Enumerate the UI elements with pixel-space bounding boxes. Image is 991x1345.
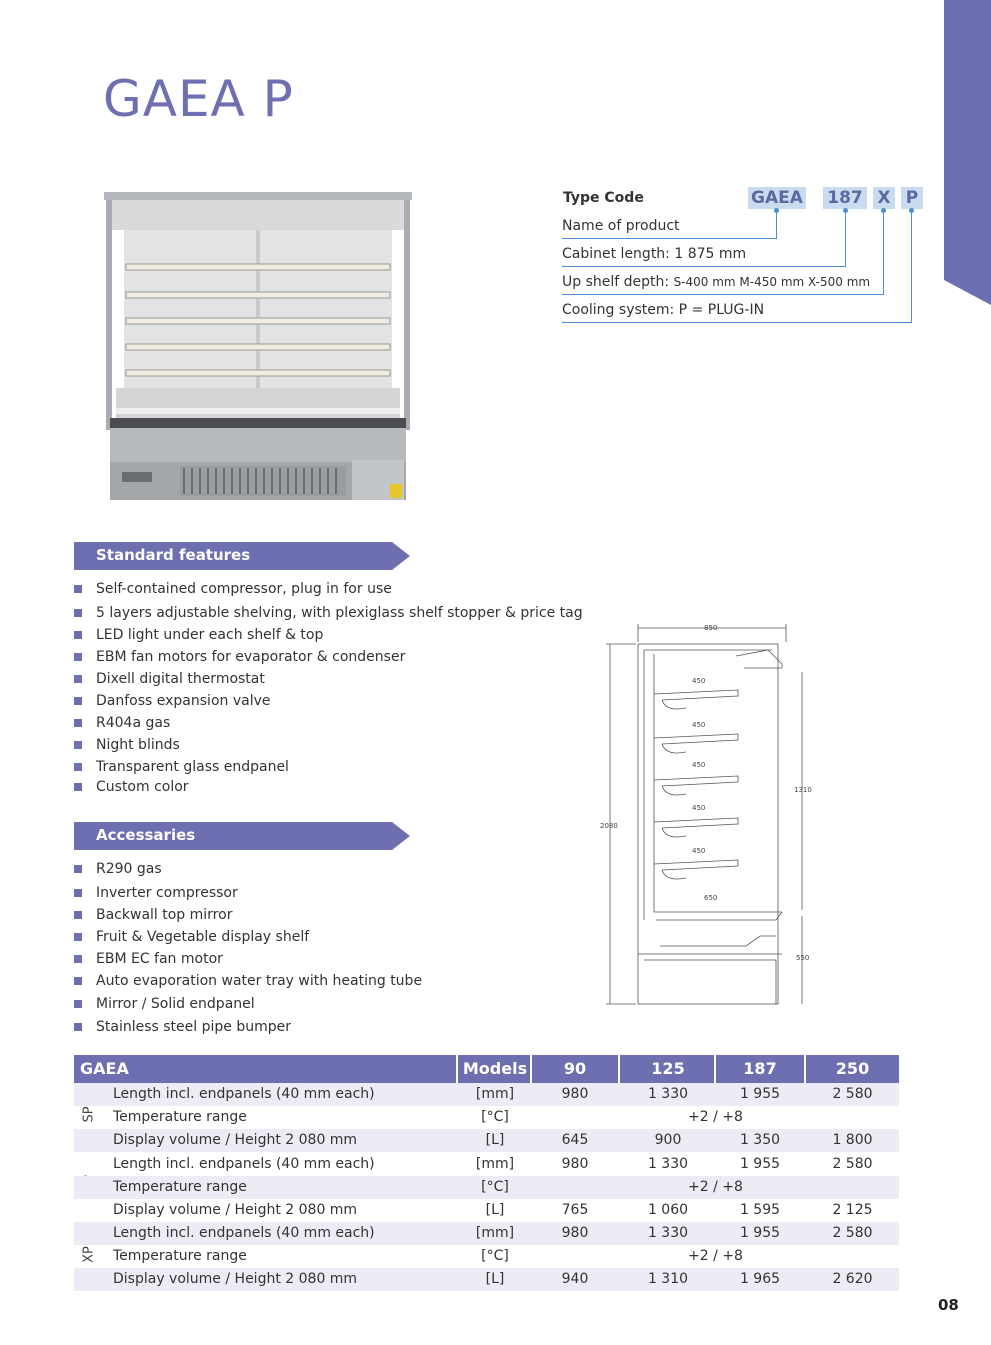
group-label-xp: XP [81, 1246, 97, 1263]
list-item: Custom color [74, 776, 583, 798]
cell-250: 2 580 [832, 1086, 873, 1102]
bullet-icon [74, 697, 82, 705]
dim-base: 650 [704, 894, 718, 902]
cell-125: 1 330 [647, 1086, 689, 1102]
side-section-drawing [596, 620, 816, 1012]
type-code-row-length: Cabinet length: 1 875 mm [562, 246, 747, 262]
standard-features-title: Standard features [96, 546, 251, 564]
header-col-125: 125 [651, 1059, 685, 1078]
connector-line [562, 294, 884, 295]
row-unit: [°C] [481, 1179, 509, 1195]
cell-90: 645 [561, 1132, 589, 1148]
table-row [74, 1176, 899, 1199]
dim-shelf-2: 450 [692, 721, 706, 729]
row-unit: [mm] [475, 1156, 515, 1172]
list-item: Danfoss expansion valve [74, 690, 583, 712]
bullet-icon [74, 585, 82, 593]
row-unit: [L] [485, 1202, 505, 1218]
table-row [74, 1083, 899, 1106]
bullet-icon [74, 933, 82, 941]
bullet-icon [74, 865, 82, 873]
cell-90: 980 [561, 1156, 589, 1172]
cell-90: 940 [561, 1271, 589, 1287]
connector-dot [881, 208, 886, 213]
bullet-icon [74, 783, 82, 791]
page-number: 08 [938, 1296, 959, 1314]
type-code-product: GAEA [748, 187, 806, 209]
table-row [74, 1153, 899, 1176]
row-unit: [°C] [481, 1109, 509, 1125]
table-row [74, 1106, 899, 1129]
row-label: Display volume / Height 2 080 mm [113, 1132, 358, 1148]
type-code-length: 187 [823, 187, 867, 209]
bullet-icon [74, 631, 82, 639]
type-code-label: Type Code [563, 190, 644, 206]
bullet-icon [74, 763, 82, 771]
cell-90: 980 [561, 1086, 589, 1102]
table-row [74, 1222, 899, 1245]
bullet-icon [74, 719, 82, 727]
dim-shelf-5: 450 [692, 847, 706, 855]
connector-dot [909, 208, 914, 213]
connector-line [562, 322, 912, 323]
list-item: 5 layers adjustable shelving, with plexiglass shelf stopper & price tag [74, 602, 583, 624]
cell-span: +2 / +8 [688, 1109, 743, 1125]
header-col-187: 187 [743, 1059, 777, 1078]
type-code-depth: X [873, 187, 895, 209]
dim-shelf-4: 450 [692, 804, 706, 812]
dim-upper: 1310 [794, 786, 812, 794]
list-item: Night blinds [74, 734, 583, 756]
connector-line [911, 211, 912, 322]
row-unit: [°C] [481, 1248, 509, 1264]
dim-lower: 550 [796, 954, 810, 962]
bullet-icon [74, 955, 82, 963]
row-label: Display volume / Height 2 080 mm [113, 1202, 358, 1218]
bullet-icon [74, 911, 82, 919]
row-unit: [mm] [475, 1225, 515, 1241]
cell-187: 1 965 [739, 1271, 781, 1287]
accessories-banner [74, 822, 410, 850]
cell-90: 765 [561, 1202, 589, 1218]
header-col-90: 90 [563, 1059, 587, 1078]
list-item: Mirror / Solid endpanel [74, 993, 422, 1015]
type-code-cooling: P [901, 187, 923, 209]
table-row [74, 1199, 899, 1222]
connector-line [883, 211, 884, 294]
dim-width: 850 [704, 624, 718, 632]
list-item: R404a gas [74, 712, 583, 734]
bullet-icon [74, 1023, 82, 1031]
cell-187: 1 955 [739, 1086, 781, 1102]
list-item: Fruit & Vegetable display shelf [74, 926, 422, 948]
list-item: EBM fan motors for evaporator & condenser [74, 646, 583, 668]
bullet-icon [74, 653, 82, 661]
dim-shelf-1: 450 [692, 677, 706, 685]
accessories-title: Accessaries [96, 826, 196, 844]
row-label: Temperature range [113, 1179, 247, 1195]
connector-dot [774, 208, 779, 213]
bullet-icon [74, 1000, 82, 1008]
list-item: R290 gas [74, 858, 422, 880]
row-unit: [L] [485, 1271, 505, 1287]
row-unit: [mm] [475, 1086, 515, 1102]
connector-line [845, 211, 846, 266]
cell-span: +2 / +8 [688, 1179, 743, 1195]
bullet-icon [74, 889, 82, 897]
table-row [74, 1268, 899, 1291]
connector-line [776, 211, 777, 238]
list-item: LED light under each shelf & top [74, 624, 583, 646]
cell-125: 1 330 [647, 1156, 689, 1172]
row-label: Length incl. endpanels (40 mm each) [113, 1225, 375, 1241]
type-code-row-depth: Up shelf depth: S-400 mm M-450 mm X-500 mm [562, 274, 871, 290]
bullet-icon [74, 741, 82, 749]
cell-187: 1 955 [739, 1156, 781, 1172]
cell-90: 980 [561, 1225, 589, 1241]
standard-features-list [74, 578, 583, 798]
list-item: Auto evaporation water tray with heating tube [74, 970, 422, 992]
cell-125: 900 [654, 1132, 682, 1148]
standard-features-banner [74, 542, 410, 570]
row-unit: [L] [485, 1132, 505, 1148]
cell-250: 2 580 [832, 1225, 873, 1241]
dim-height: 2080 [600, 822, 618, 830]
type-code-row-name: Name of product [562, 218, 680, 234]
product-photo [102, 190, 414, 502]
page-title: GAEA P [103, 70, 294, 128]
group-label-sp: SP [81, 1106, 97, 1123]
cell-250: 1 800 [832, 1132, 873, 1148]
header-col-250: 250 [835, 1059, 870, 1078]
table-row [74, 1245, 899, 1268]
row-label: Length incl. endpanels (40 mm each) [113, 1086, 375, 1102]
row-label: Length incl. endpanels (40 mm each) [113, 1156, 375, 1172]
header-name: GAEA [80, 1059, 129, 1078]
cell-span: +2 / +8 [688, 1248, 743, 1264]
list-item: EBM EC fan motor [74, 948, 422, 970]
cell-187: 1 350 [739, 1132, 781, 1148]
cell-187: 1 955 [739, 1225, 781, 1241]
cell-125: 1 060 [647, 1202, 689, 1218]
cell-187: 1 595 [739, 1202, 781, 1218]
table-header [74, 1055, 899, 1083]
header-models: Models [462, 1059, 528, 1078]
bullet-icon [74, 675, 82, 683]
table-row [74, 1129, 899, 1152]
list-item: Transparent glass endpanel [74, 756, 583, 778]
cell-125: 1 310 [647, 1271, 689, 1287]
connector-dot [843, 208, 848, 213]
connector-line [562, 266, 846, 267]
list-item: Self-contained compressor, plug in for use [74, 578, 583, 600]
bullet-icon [74, 609, 82, 617]
cell-250: 2 125 [832, 1202, 873, 1218]
list-item: Backwall top mirror [74, 904, 422, 926]
row-label: Temperature range [113, 1248, 247, 1264]
type-code-row-cooling: Cooling system: P = PLUG-IN [562, 302, 765, 318]
list-item: Dixell digital thermostat [74, 668, 583, 690]
bullet-icon [74, 977, 82, 985]
cell-125: 1 330 [647, 1225, 689, 1241]
accessories-list [74, 858, 422, 1038]
dim-shelf-3: 450 [692, 761, 706, 769]
cell-250: 2 580 [832, 1156, 873, 1172]
list-item: Stainless steel pipe bumper [74, 1016, 422, 1038]
connector-line [562, 238, 777, 239]
side-tab-decoration [944, 0, 991, 305]
cell-250: 2 620 [832, 1271, 873, 1287]
row-label: Display volume / Height 2 080 mm [113, 1271, 358, 1287]
row-label: Temperature range [113, 1109, 247, 1125]
list-item: Inverter compressor [74, 882, 422, 904]
